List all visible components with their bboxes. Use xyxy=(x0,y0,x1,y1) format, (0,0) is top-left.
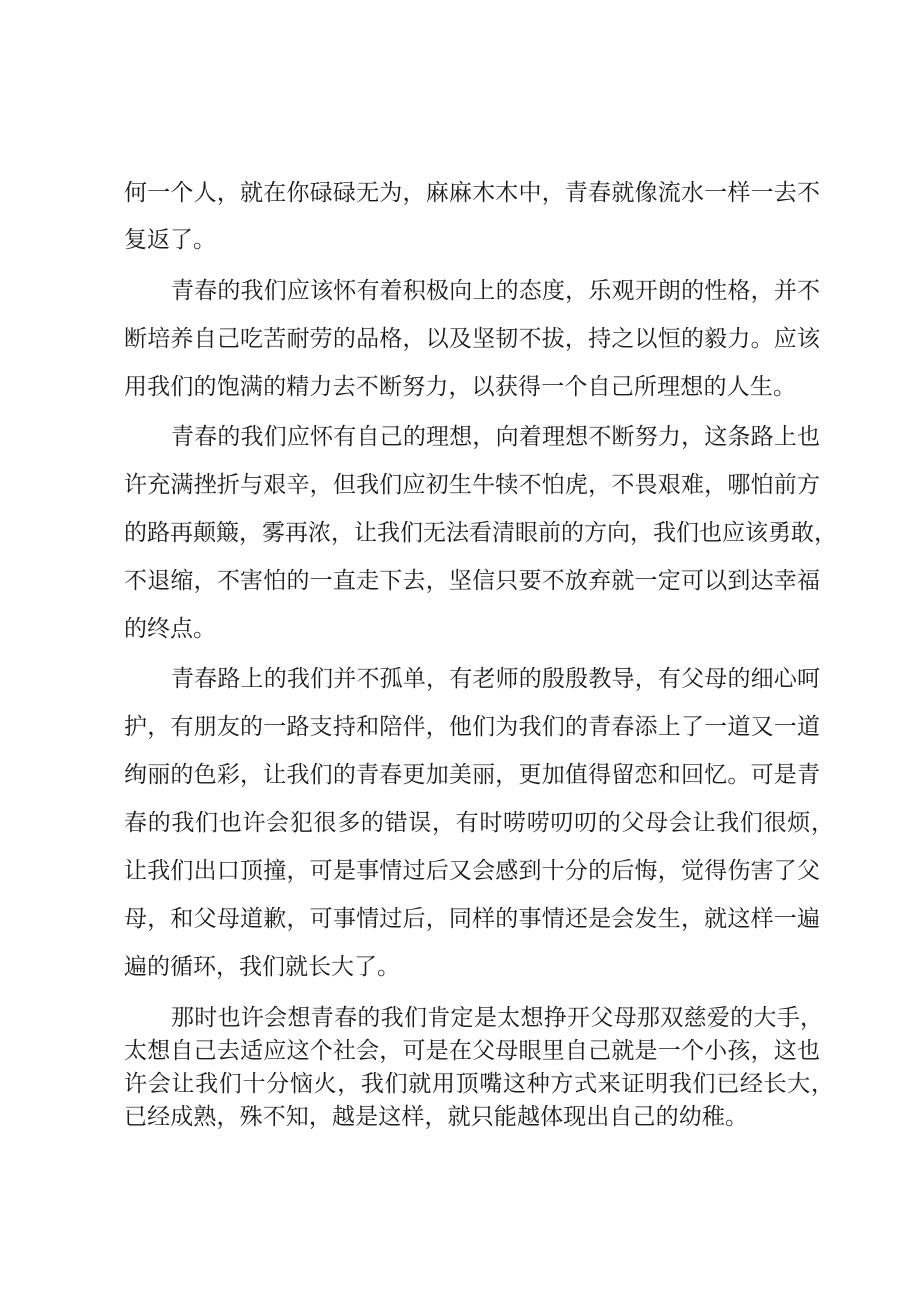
text-line: 遍的循环，我们就长大了。 xyxy=(124,954,400,980)
text-line: 何一个人，就在你碌碌无为，麻麻木木中，青春就像流水一样一去不 xyxy=(124,180,820,206)
text-line: 已经成熟，殊不知，越是这样，就只能越体现出自己的幼稚。 xyxy=(124,1104,748,1130)
text-line: 绚丽的色彩，让我们的青春更加美丽，更加值得留恋和回忆。可是青 xyxy=(124,762,820,788)
text-line: 许充满挫折与艰辛，但我们应初生牛犊不怕虎，不畏艰难，哪怕前方 xyxy=(124,472,820,498)
text-line: 用我们的饱满的精力去不断努力，以获得一个自己所理想的人生。 xyxy=(124,374,796,400)
text-line: 的终点。 xyxy=(124,616,216,642)
text-line: 那时也许会想青春的我们肯定是太想挣开父母那双慈爱的大手， xyxy=(171,1005,823,1031)
text-line: 的路再颠簸，雾再浓，让我们无法看清眼前的方向，我们也应该勇敢， xyxy=(124,520,837,546)
text-line: 青春的我们应该怀有着积极向上的态度，乐观开朗的性格，并不 xyxy=(171,278,820,304)
text-line: 青春的我们应怀有自己的理想，向着理想不断努力，这条路上也 xyxy=(171,424,820,450)
text-line: 春的我们也许会犯很多的错误，有时唠唠叨叨的父母会让我们很烦， xyxy=(124,810,834,836)
text-line: 母，和父母道歉，可事情过后，同样的事情还是会发生，就这样一遍 xyxy=(124,906,820,932)
text-line: 让我们出口顶撞，可是事情过后又会感到十分的后悔，觉得伤害了父 xyxy=(124,858,820,884)
text-line: 青春路上的我们并不孤单，有老师的殷殷教导，有父母的细心呵 xyxy=(171,666,820,692)
text-line: 不退缩，不害怕的一直走下去，坚信只要不放弃就一定可以到达幸福 xyxy=(124,568,820,594)
text-line: 太想自己去适应这个社会，可是在父母眼里自己就是一个小孩，这也 xyxy=(124,1038,820,1064)
text-line: 断培养自己吃苦耐劳的品格，以及坚韧不拔，持之以恒的毅力。应该 xyxy=(124,326,820,352)
text-line: 护，有朋友的一路支持和陪伴，他们为我们的青春添上了一道又一道 xyxy=(124,714,820,740)
text-line: 复返了。 xyxy=(124,227,216,253)
text-line: 许会让我们十分恼火，我们就用顶嘴这种方式来证明我们已经长大， xyxy=(124,1071,834,1097)
